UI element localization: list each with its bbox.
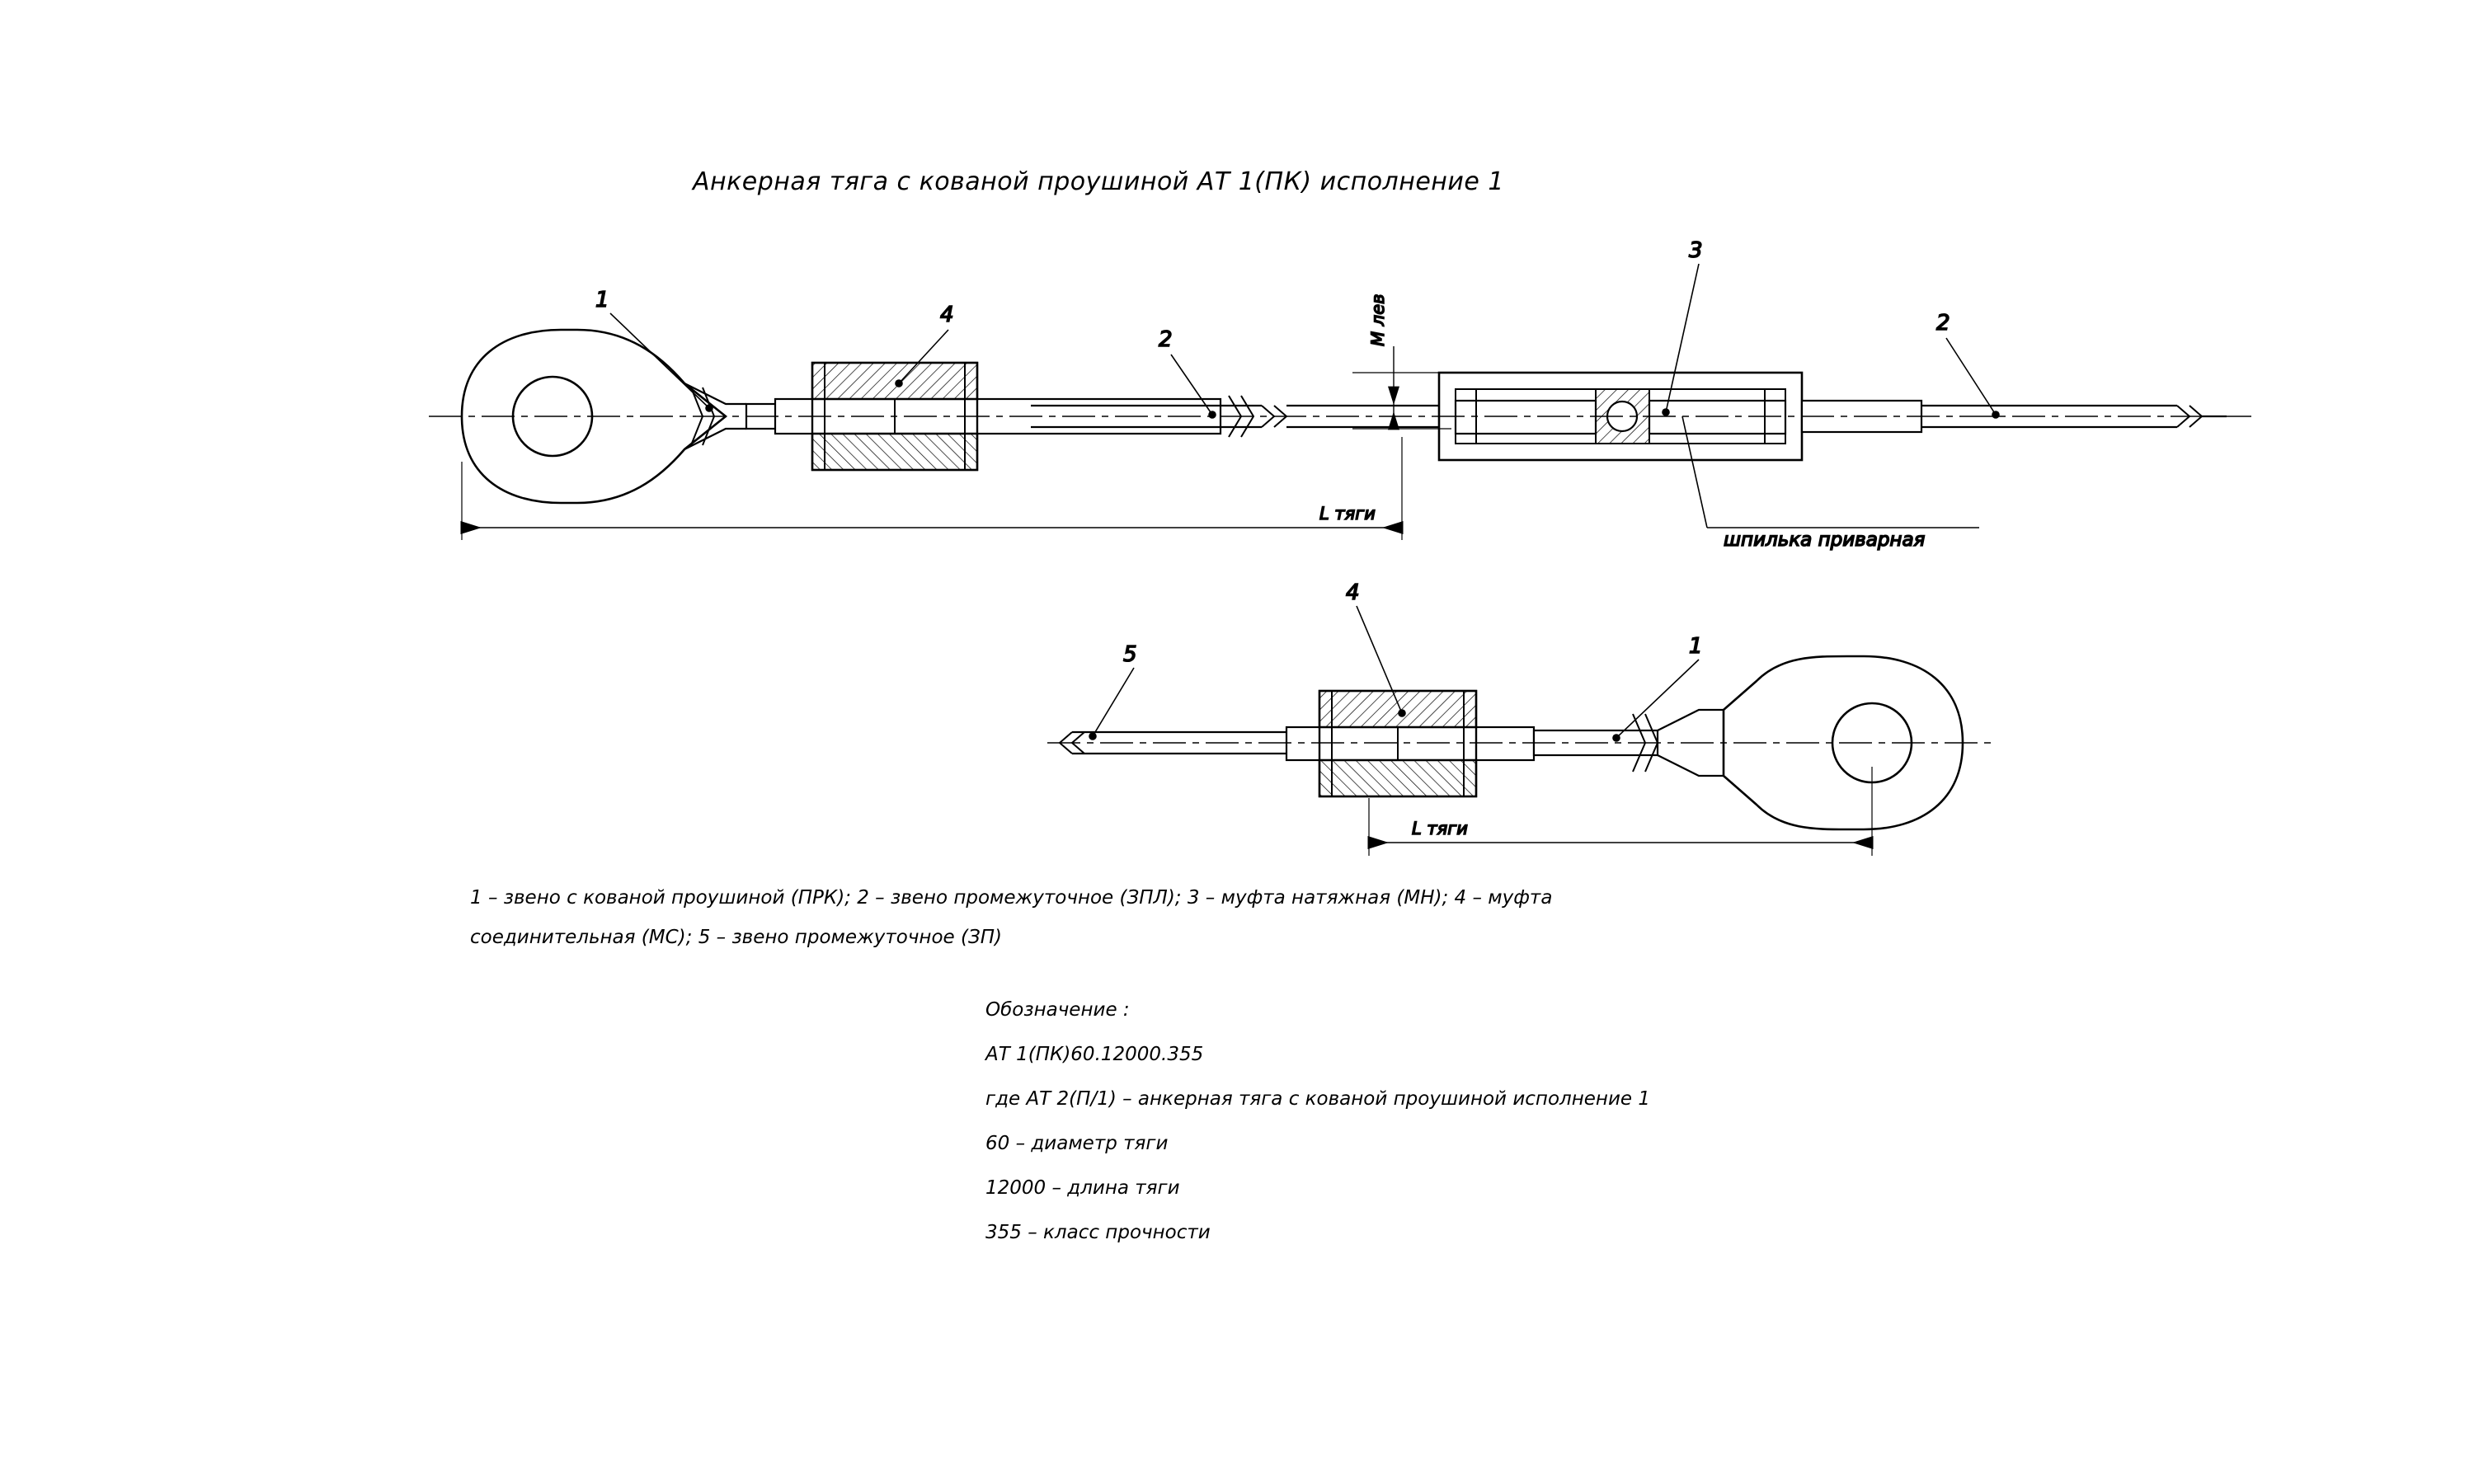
callout-1-bottom: 1 (1689, 634, 1703, 659)
designation-line-3: 12000 – длина тяги (985, 1177, 1180, 1199)
legend-line-2: соединительная (МС); 5 – звено промежуточное (ЗП) (470, 927, 1002, 948)
callout-2-left-top: 2 (1159, 327, 1173, 352)
callout-1-top: 1 (595, 288, 609, 312)
legend-block (470, 887, 1552, 948)
callout-3-top: 3 (1689, 238, 1703, 263)
dimension-length-bottom: L тяги (1412, 819, 1468, 838)
designation-code: АТ 1(ПК)60.12000.355 (985, 1044, 1204, 1065)
designation-heading: Обозначение : (985, 999, 1130, 1021)
designation-block (984, 999, 1650, 1243)
callout-5-bottom: 5 (1123, 642, 1137, 667)
callout-2-right-top: 2 (1936, 311, 1950, 336)
callout-4-top: 4 (940, 303, 954, 327)
dimension-thread-label: М лев (1368, 294, 1388, 346)
page-title: Анкерная тяга с кованой проушиной АТ 1(ПК) исполнение 1 (693, 167, 1504, 196)
callout-4-bottom: 4 (1346, 580, 1360, 605)
designation-line-2: 60 – диаметр тяги (985, 1133, 1169, 1154)
designation-line-4: 355 – класс прочности (985, 1222, 1211, 1243)
rod-thick-bottom (1286, 727, 1534, 760)
bottom-assembly-view (1047, 656, 1996, 829)
dimension-length-top: L тяги (1319, 504, 1376, 524)
top-assembly-view (429, 330, 2251, 503)
legend-line-1: 1 – звено с кованой проушиной (ПРК); 2 – звено промежуточное (ЗПЛ); 3 – муфта натяжная (МН); 4 – муфта (470, 887, 1553, 909)
note-welded-stud: шпилька приварная (1724, 529, 1926, 551)
designation-line-1: где АТ 2(П/1) – анкерная тяга с кованой проушиной исполнение 1 (985, 1088, 1650, 1110)
